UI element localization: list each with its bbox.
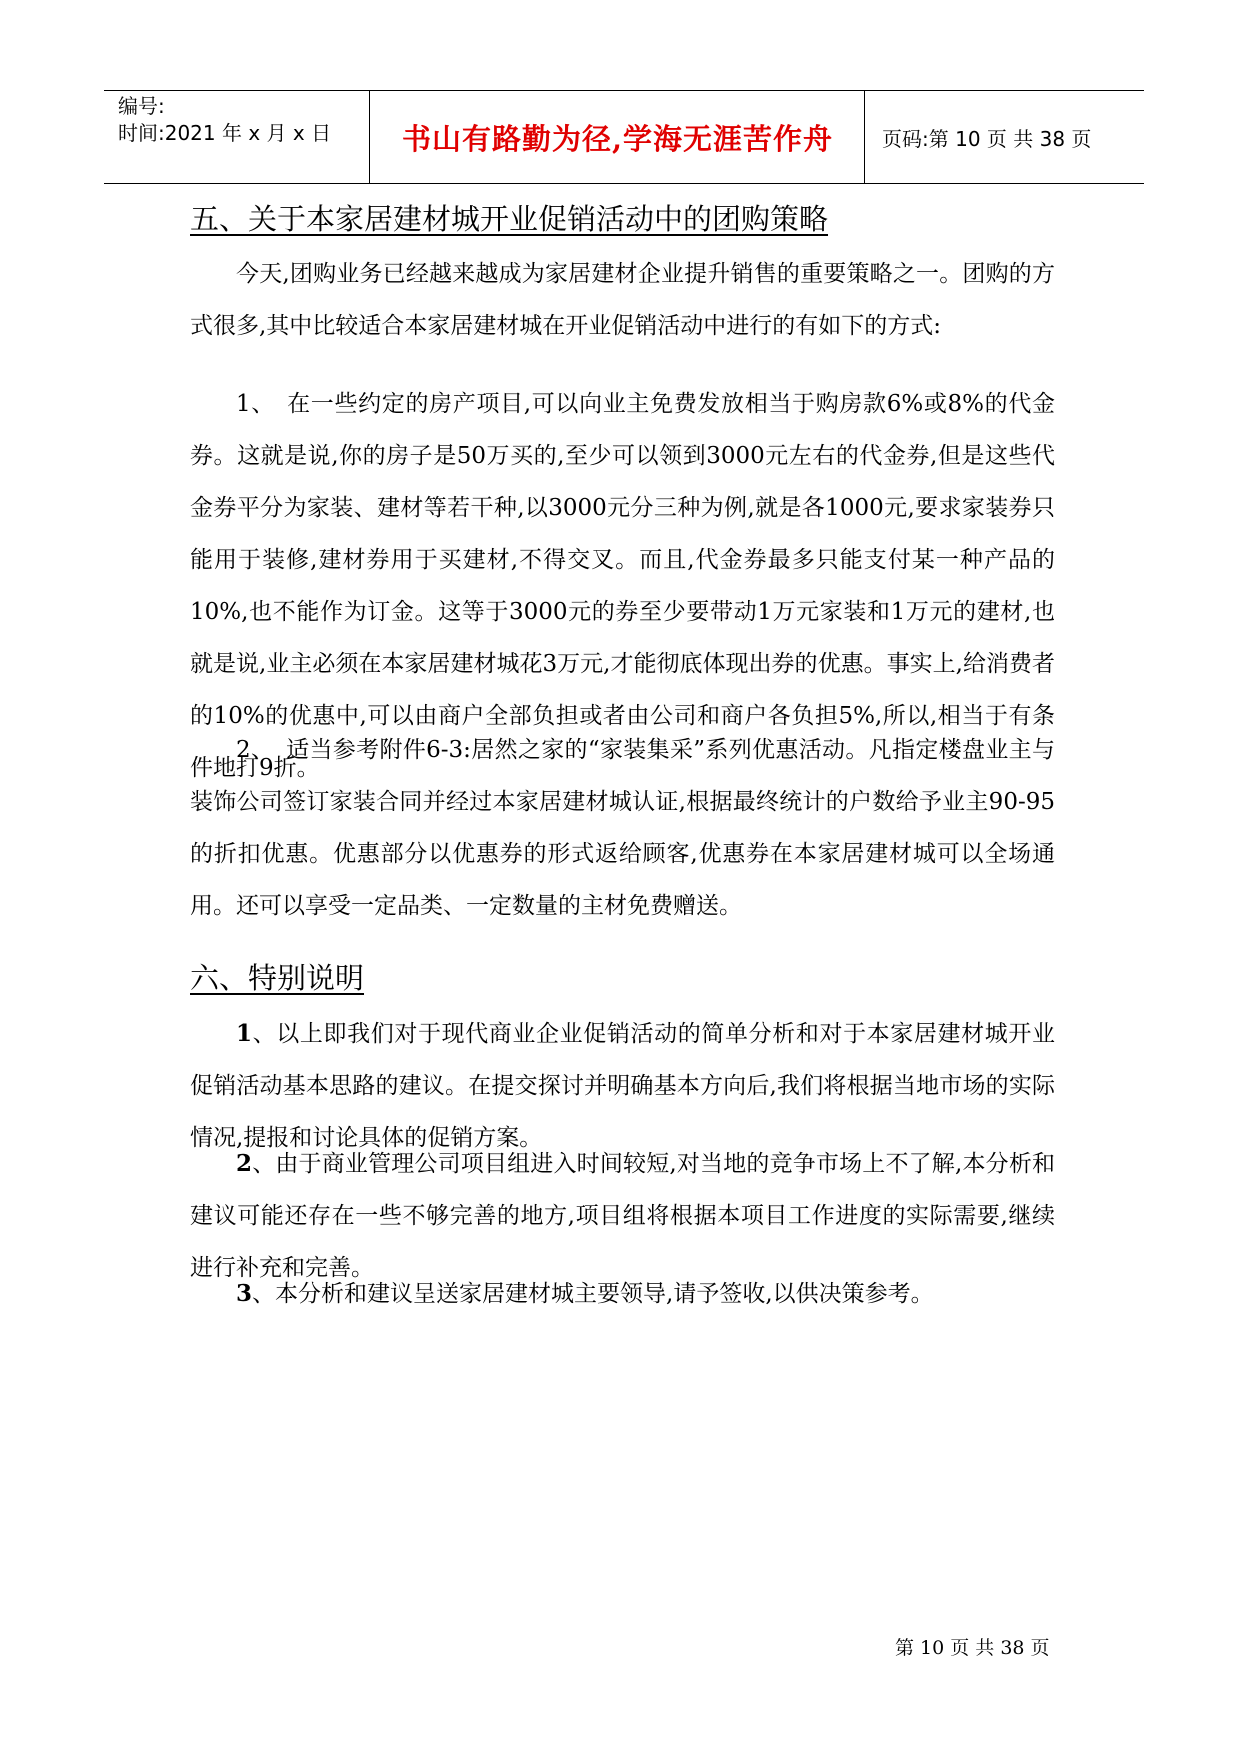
item-text: 、以上即我们对于现代商业企业促销活动的简单分析和对于本家居建材城开业促销活动基本思路的建议。在提交探讨并明确基本方向后,我们将根据当地市场的实际情况,提报和讨论具体的促销方案。 [190,1021,1055,1151]
header-motto: 书山有路勤为径,学海无涯苦作舟 [401,121,834,156]
item-text: 、本分析和建议呈送家居建材城主要领导,请予签收,以供决策参考。 [252,1281,934,1307]
page-header [104,90,1144,184]
header-meta [104,91,370,183]
document-time-label: 时间:2021 年 x 月 x 日 [118,121,332,145]
section-6-item-3 [190,1268,1055,1320]
section-5-heading: 五、关于本家居建材城开业促销活动中的团购策略 [190,202,829,236]
item-number: 3 [236,1280,253,1307]
header-page-info: 页码:第 10 页 共 38 页 [882,126,1092,151]
header-motto-cell [371,91,865,183]
item-text: 、由于商业管理公司项目组进入时间较短,对当地的竞争市场上不了解,本分析和建议可能还存在一些不够完善的地方,项目组将根据本项目工作进度的实际需要,继续进行补充和完善。 [190,1151,1055,1281]
item-number: 1 [236,1020,253,1047]
section-5-item-1: 1、 在一些约定的房产项目,可以向业主免费发放相当于购房款6%或8%的代金券。这就是说,你的房子是50万买的,至少可以领到3000元左右的代金券,但是这些代金券平分为家装、建材等若干种,以3000元分三种为例,就是各1000元,要求家装券只能用于装修,建材券用于买建材,不得交叉。而且,代金券最多只能支付某一种产品的10%,也不能作为订金。这等于3000元的券至少要带动1万元家装和1万元的建材,也就是说,业主必须在本家居建材城花3万元,才能彻底体现出券的优惠。事实上,给消费者的10%的优惠中,可以由商户全部负担或者由公司和商户各负担5%,所以,相当于有条件地打9折。 [190,391,1055,781]
section-6-heading: 六、特别说明 [190,961,365,995]
document-number-label: 编号: [118,94,165,118]
page-footer-number: 第 10 页 共 38 页 [895,1637,1050,1659]
section-5-item-2: 2、 适当参考附件6-3:居然之家的“家装集采”系列优惠活动。凡指定楼盘业主与装饰公司签订家装合同并经过本家居建材城认证,根据最终统计的户数给予业主90-95的折扣优惠。优惠部分以优惠券的形式返给顾客,优惠券在本家居建材城可以全场通用。还可以享受一定品类、一定数量的主材免费赠送。 [190,737,1055,919]
section-5-intro: 今天,团购业务已经越来越成为家居建材企业提升销售的重要策略之一。团购的方式很多,其中比较适合本家居建材城在开业促销活动中进行的有如下的方式: [190,261,1055,339]
item-number: 2 [236,1150,253,1177]
